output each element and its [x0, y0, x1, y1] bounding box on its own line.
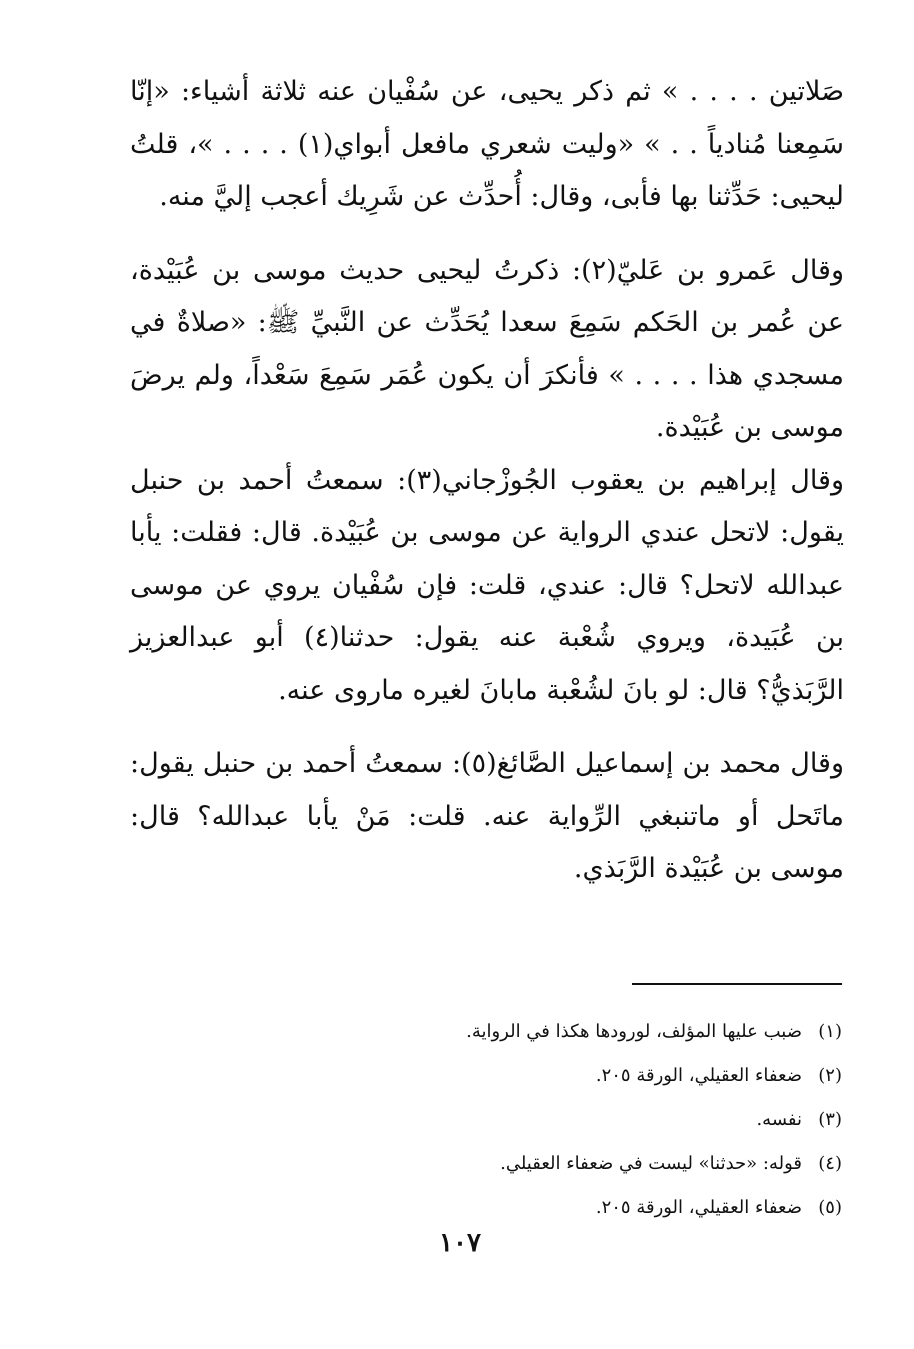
footnotes-list	[322, 1010, 842, 1230]
footnote-text: ضعفاء العقيلي، الورقة ٢٠٥.	[595, 1197, 802, 1218]
main-text	[130, 66, 844, 896]
footnote-4	[322, 1142, 842, 1186]
paragraph-4: وقال محمد بن إسماعيل الصَّائغ(٥): سمعتُ أحمد بن حنبل يقول: ماتَحل أو ماتنبغي الرِّواية عنه. قلت: مَنْ يأبا عبدالله؟ قال: موسى بن عُبَيْدة الرَّبَذي.	[130, 748, 844, 884]
footnote-number: (١)	[818, 1021, 842, 1042]
footnote-number: (٣)	[818, 1109, 842, 1130]
footnote-2	[322, 1054, 842, 1098]
footnote-5	[322, 1186, 842, 1230]
footnote-1	[322, 1010, 842, 1054]
footnote-text: ضعفاء العقيلي، الورقة ٢٠٥.	[595, 1065, 802, 1086]
paragraph-2: وقال عَمرو بن عَليّ(٢): ذكرتُ ليحيى حديث موسى بن عُبَيْدة، عن عُمر بن الحَكم سَمِعَ سعدا يُحَدِّث عن النَّبيِّ ﷺ: «صلاةٌ في مسجدي هذا . . . . » فأنكرَ أن يكون عُمَر سَمِعَ سَعْداً، ولم يرضَ موسى بن عُبَيْدة.	[130, 254, 844, 443]
paragraph-3: وقال إبراهيم بن يعقوب الجُوزْجاني(٣): سمعتُ أحمد بن حنبل يقول: لاتحل عندي الرواية عن موسى بن عُبَيْدة. قال: فقلت: يأبا عبدالله لاتحل؟ قال: عندي، قلت: فإن سُفْيان يروي عن موسى بن عُبَيدة، ويروي شُعْبة عنه يقول: حدثنا(٤) أبو عبدالعزيز الرَّبَذيُّ؟ قال: لو بانَ لشُعْبة مابانَ لغيره ماروى عنه.	[130, 464, 845, 706]
footnote-text: ضبب عليها المؤلف، لورودها هكذا في الرواية.	[466, 1021, 802, 1042]
footnote-text: نفسه.	[756, 1109, 802, 1130]
footnote-number: (٥)	[818, 1197, 842, 1218]
footnote-3	[322, 1098, 842, 1142]
page-number: ١٠٧	[439, 1228, 481, 1258]
footnote-text: قوله: «حدثنا» ليست في ضعفاء العقيلي.	[500, 1153, 802, 1174]
footnote-separator	[632, 983, 842, 985]
footnote-number: (٤)	[818, 1153, 842, 1174]
paragraph-1: صَلاتين . . . . » ثم ذكر يحيى، عن سُفْيان عنه ثلاثة أشياء: «إنّا سَمِعنا مُنادياً . . » «وليت شعري مافعل أبواي(١) . . . . »، قلتُ ليحيى: حَدِّثنا بها فأبى، وقال: أُحدِّث عن شَرِيك أعجب إليَّ منه.	[130, 76, 845, 212]
footnote-number: (٢)	[818, 1065, 842, 1086]
